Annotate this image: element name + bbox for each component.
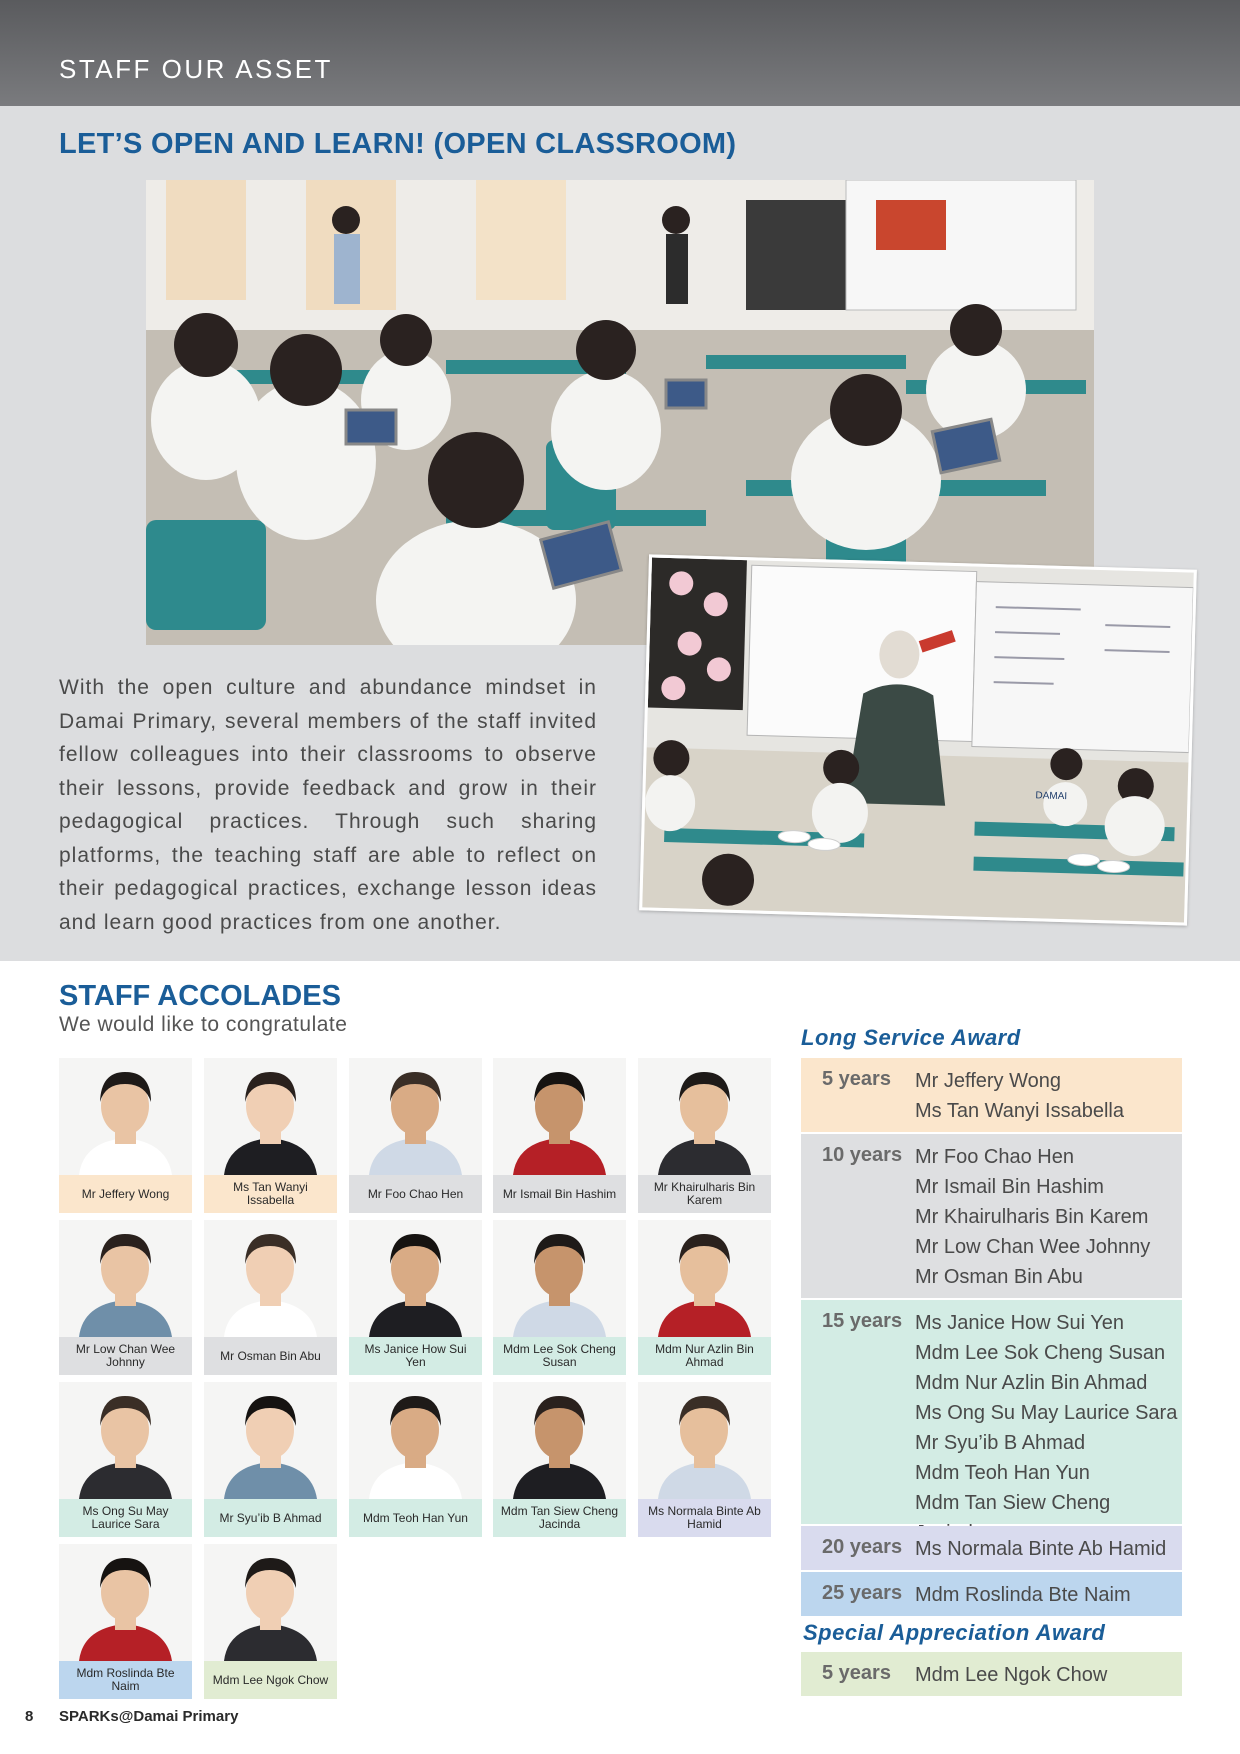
award-group — [801, 1652, 1182, 1696]
staff-portrait — [59, 1382, 192, 1499]
staff-name-caption: Mdm Nur Azlin Bin Ahmad — [638, 1337, 771, 1375]
staff-card — [204, 1544, 337, 1699]
staff-portrait — [349, 1382, 482, 1499]
staff-name-caption: Mr Jeffery Wong — [59, 1175, 192, 1213]
accolades-subtitle: We would like to congratulate — [59, 1013, 348, 1036]
award-names — [915, 1066, 1182, 1126]
special-appreciation-heading: Special Appreciation Award — [803, 1620, 1106, 1645]
staff-name-caption: Mdm Lee Ngok Chow — [204, 1661, 337, 1699]
staff-card — [638, 1220, 771, 1375]
award-years: 20 years — [822, 1536, 903, 1558]
award-recipient: Mr Foo Chao Hen — [915, 1146, 1074, 1168]
page-number: 8 — [25, 1708, 34, 1725]
uniform-tag: DAMAI — [1035, 790, 1068, 803]
award-recipient: Mr Low Chan Wee Johnny — [915, 1236, 1151, 1258]
staff-card — [59, 1058, 192, 1213]
staff-portrait — [59, 1544, 192, 1661]
staff-name-caption: Ms Normala Binte Ab Hamid — [638, 1499, 771, 1537]
staff-name-caption: Ms Janice How Sui Yen — [349, 1337, 482, 1375]
award-group — [801, 1572, 1182, 1616]
staff-name-caption: Ms Ong Su May Laurice Sara — [59, 1499, 192, 1537]
award-recipient: Mdm Roslinda Bte Naim — [915, 1584, 1131, 1606]
staff-card — [349, 1220, 482, 1375]
award-recipient: Mr Jeffery Wong — [915, 1070, 1061, 1092]
award-names — [915, 1308, 1182, 1548]
award-years: 15 years — [822, 1310, 903, 1332]
award-recipient: Mdm Teoh Han Yun — [915, 1462, 1090, 1484]
teacher-lesson-photo — [639, 554, 1197, 925]
staff-name-caption: Mr Low Chan Wee Johnny — [59, 1337, 192, 1375]
award-recipient: Mdm Tan Siew Cheng — [915, 1492, 1111, 1514]
staff-card — [59, 1544, 192, 1699]
staff-card — [493, 1382, 626, 1537]
staff-portrait — [493, 1058, 626, 1175]
staff-name-caption: Mr Ismail Bin Hashim — [493, 1175, 626, 1213]
staff-portrait — [493, 1220, 626, 1337]
award-recipient: Mr Syu’ib B Ahmad — [915, 1432, 1086, 1454]
staff-card — [638, 1382, 771, 1537]
staff-name-caption: Mr Khairulharis Bin Karem — [638, 1175, 771, 1213]
award-group — [801, 1058, 1182, 1132]
staff-name-caption: Mr Foo Chao Hen — [349, 1175, 482, 1213]
award-group — [801, 1134, 1182, 1298]
award-years: 25 years — [822, 1582, 903, 1604]
staff-portrait — [349, 1058, 482, 1175]
staff-card — [493, 1058, 626, 1213]
award-recipient: Ms Janice How Sui Yen — [915, 1312, 1125, 1334]
award-recipient: Ms Tan Wanyi Issabella — [915, 1100, 1124, 1122]
staff-portrait — [638, 1058, 771, 1175]
staff-portrait — [493, 1382, 626, 1499]
award-recipient: Ms Normala Binte Ab Hamid — [915, 1538, 1167, 1560]
staff-portrait — [59, 1058, 192, 1175]
publication-name: SPARKs@Damai Primary — [59, 1708, 239, 1725]
award-group — [801, 1526, 1182, 1570]
staff-name-caption: Ms Tan Wanyi Issabella — [204, 1175, 337, 1213]
award-recipient: Ms Ong Su May Laurice Sara — [915, 1402, 1178, 1424]
award-names — [915, 1660, 1182, 1690]
long-service-heading: Long Service Award — [801, 1025, 1021, 1050]
award-recipient: Mr Osman Bin Abu — [915, 1266, 1083, 1288]
article-title: LET’S OPEN AND LEARN! (OPEN CLASSROOM) — [59, 128, 737, 160]
staff-name-caption: Mr Osman Bin Abu — [204, 1337, 337, 1375]
staff-portrait — [59, 1220, 192, 1337]
staff-portrait — [204, 1544, 337, 1661]
staff-card — [59, 1220, 192, 1375]
staff-name-caption: Mdm Roslinda Bte Naim — [59, 1661, 192, 1699]
staff-portrait — [204, 1382, 337, 1499]
staff-card — [59, 1382, 192, 1537]
award-recipient: Mr Khairulharis Bin Karem — [915, 1206, 1149, 1228]
award-names — [915, 1580, 1182, 1610]
staff-card — [638, 1058, 771, 1213]
article-body: With the open culture and abundance mindset in Damai Primary, several members of the staff invited fellow colleagues into their classrooms to observe their lessons, provide feedback and grow in their pedagogical practices. Through such sharing platforms, the teaching staff are able to reflect on their pedagogical practices, exchange lesson ideas and learn good practices from one another. — [59, 676, 597, 934]
staff-name-caption: Mdm Lee Sok Cheng Susan — [493, 1337, 626, 1375]
staff-portrait — [204, 1220, 337, 1337]
staff-portrait — [204, 1058, 337, 1175]
staff-card — [204, 1382, 337, 1537]
section-label: STAFF OUR ASSET — [59, 54, 333, 84]
award-recipient: Mdm Lee Ngok Chow — [915, 1664, 1108, 1686]
staff-card — [204, 1220, 337, 1375]
staff-card — [204, 1058, 337, 1213]
staff-portrait — [638, 1220, 771, 1337]
award-recipient: Mr Ismail Bin Hashim — [915, 1176, 1104, 1198]
staff-portrait — [349, 1220, 482, 1337]
staff-name-caption: Mdm Teoh Han Yun — [349, 1499, 482, 1537]
award-names — [915, 1142, 1182, 1292]
section-header-band — [0, 0, 1240, 106]
accolades-title: STAFF ACCOLADES — [59, 980, 341, 1012]
staff-name-caption: Mr Syu’ib B Ahmad — [204, 1499, 337, 1537]
staff-portrait — [638, 1382, 771, 1499]
award-years: 5 years — [822, 1662, 891, 1684]
award-recipient: Mdm Lee Sok Cheng Susan — [915, 1342, 1166, 1364]
award-names — [915, 1534, 1182, 1564]
staff-card — [493, 1220, 626, 1375]
staff-card — [349, 1382, 482, 1537]
award-group — [801, 1300, 1182, 1524]
award-years: 10 years — [822, 1144, 903, 1166]
staff-card — [349, 1058, 482, 1213]
staff-name-caption: Mdm Tan Siew Cheng Jacinda — [493, 1499, 626, 1537]
award-recipient: Mdm Nur Azlin Bin Ahmad — [915, 1372, 1148, 1394]
award-years: 5 years — [822, 1068, 891, 1090]
